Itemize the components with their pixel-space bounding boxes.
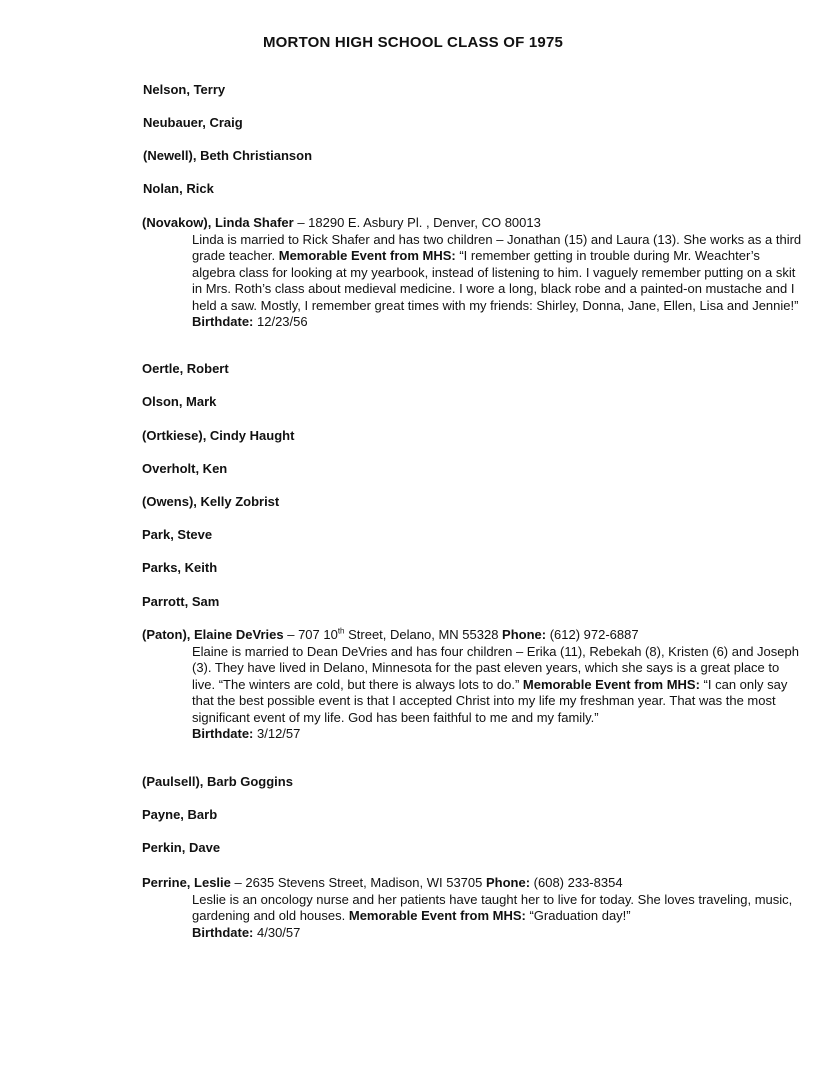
memorable-text: “I can only say that the best possible event is that I accepted Christ into my life my freshman year. That was the most significant event of my life. God has been faithful to me and my family.” xyxy=(192,676,788,725)
entry-perrine xyxy=(142,875,802,941)
entry-description xyxy=(192,892,802,942)
entry-header xyxy=(142,875,802,892)
memorable-label-cont: from MHS: xyxy=(634,676,700,692)
phone-label: Phone: xyxy=(485,875,531,890)
page-title: MORTON HIGH SCHOOL CLASS OF 1975 xyxy=(262,34,564,51)
bio-text: Elaine is married to Dean DeVries and has four children – Erika (11), Rebekah (8), Kristen (6) and Joseph (3). They have lived in Delano, Minnesota for the past eleven years, which she says is a great place to live. “The winters are cold, but there is always lots to do.” xyxy=(192,643,799,692)
birthdate-label: Birthdate: xyxy=(192,924,254,940)
entry-oertle: Oertle, Robert xyxy=(142,361,229,376)
entry-name: (Novakow), Linda Shafer xyxy=(142,215,294,230)
memorable-label: Memorable Event from MHS: xyxy=(278,248,456,263)
phone-label: Phone: xyxy=(502,627,547,642)
memorable-text: “Graduation day!” xyxy=(525,908,631,923)
entry-name: (Paton), Elaine DeVries xyxy=(142,627,284,642)
memorable-text: “I remember getting in trouble during Mr. Weachter’s algebra class for looking at my yearbook, instead of listening to him. I vaguely remember putting on a skit in Mrs. Roth’s class about medieval medicine. I wore a long, black robe and a painted-on mustache and I held a saw. Mostly, I remember great times with my friends: Shirley, Donna, Jane, Ellen, Lisa and Jennie!” xyxy=(192,248,799,313)
address-superscript: th xyxy=(337,626,345,636)
birthdate-line xyxy=(192,925,802,942)
entry-name: Perrine, Leslie xyxy=(142,875,231,890)
bio-text: Leslie is an oncology nurse and her patients have taught her to live for today. She loves traveling, music, gardening and old houses. xyxy=(192,891,793,923)
entry-address-rest: Street, Delano, MN 55328 xyxy=(344,627,503,642)
entry-perkin: Perkin, Dave xyxy=(142,840,221,855)
entry-novakow xyxy=(142,215,802,331)
entry-nelson: Nelson, Terry xyxy=(143,82,226,97)
birthdate-value: 12/23/56 xyxy=(253,314,308,329)
entry-payne: Payne, Barb xyxy=(142,807,218,822)
entry-header xyxy=(142,215,802,232)
bio-text: Linda is married to Rick Shafer and has two children – Jonathan (15) and Laura (13). She works as a third grade teacher. xyxy=(192,231,802,263)
entry-address: – 707 10 xyxy=(283,627,338,642)
entry-parrott: Parrott, Sam xyxy=(142,594,220,609)
entry-neubauer: Neubauer, Craig xyxy=(143,115,243,130)
entry-owens: (Owens), Kelly Zobrist xyxy=(142,494,280,509)
memorable-label: Memorable Event from MHS: xyxy=(348,908,526,923)
entry-paulsell: (Paulsell), Barb Goggins xyxy=(142,774,293,789)
entry-paton xyxy=(142,627,802,743)
birthdate-value: 4/30/57 xyxy=(253,924,301,940)
birthdate-line xyxy=(192,726,802,743)
entry-address: – 18290 E. Asbury Pl. , Denver, CO 80013 xyxy=(293,215,541,230)
birthdate-label: Birthdate: xyxy=(192,726,254,741)
phone-value: (612) 972-6887 xyxy=(546,627,639,642)
entry-parks: Parks, Keith xyxy=(142,560,218,575)
phone-value: (608) 233-8354 xyxy=(530,875,623,890)
entry-address: – 2635 Stevens Street, Madison, WI 53705 xyxy=(230,875,486,890)
birthdate-label: Birthdate: xyxy=(192,314,254,329)
entry-ortkiese: (Ortkiese), Cindy Haught xyxy=(142,428,295,443)
entry-header xyxy=(142,627,802,644)
entry-newell: (Newell), Beth Christianson xyxy=(143,148,313,163)
entry-olson: Olson, Mark xyxy=(142,394,217,409)
entry-description xyxy=(192,644,802,743)
entry-nolan: Nolan, Rick xyxy=(143,181,214,196)
entry-park: Park, Steve xyxy=(142,527,213,542)
memorable-label: Memorable Event xyxy=(522,676,631,692)
entry-description xyxy=(192,232,802,331)
entry-overholt: Overholt, Ken xyxy=(142,461,228,476)
birthdate-value: 3/12/57 xyxy=(253,726,301,741)
birthdate-line xyxy=(192,314,802,331)
